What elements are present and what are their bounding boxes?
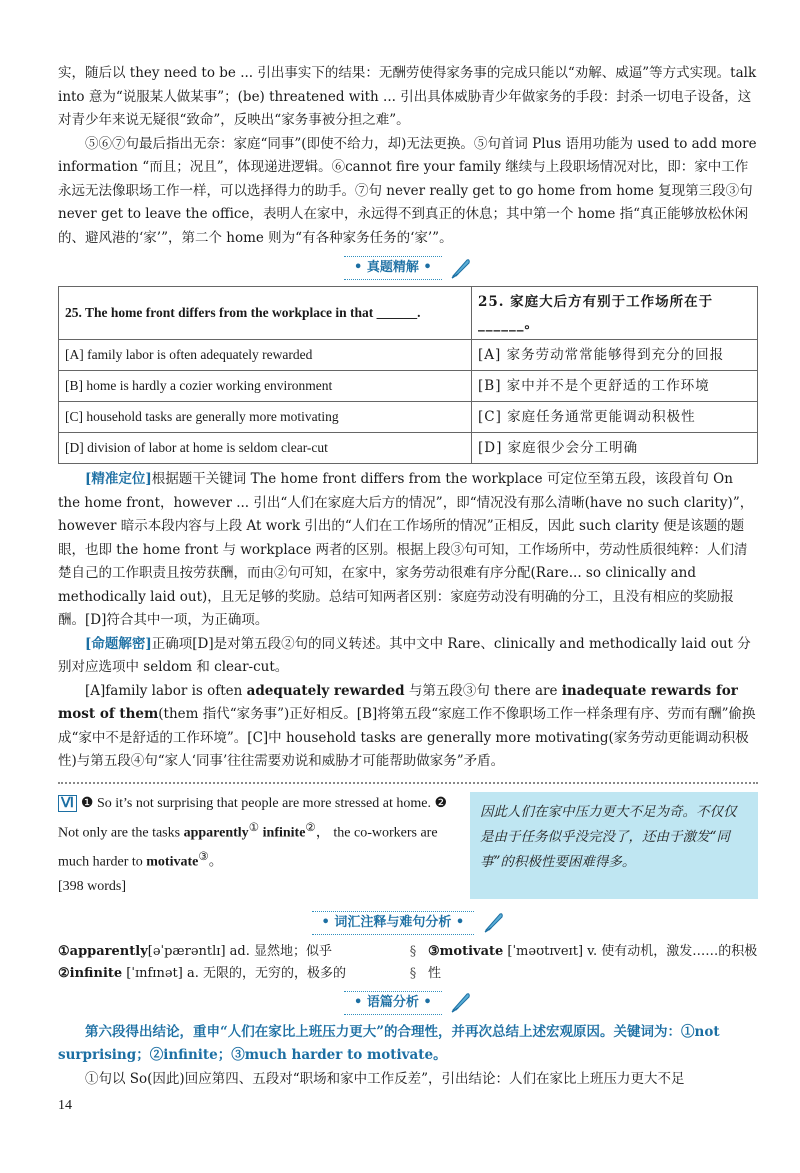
heading-discourse <box>58 991 758 1015</box>
dotted-divider <box>58 782 758 784</box>
option-c-en: [C] household tasks are generally more motivating <box>59 402 472 433</box>
section-heading: • 词汇注释与难句分析 • <box>312 911 475 935</box>
heading-text: 真题精解 <box>366 260 419 275</box>
paragraph-continued: 实，随后以 they need to be ... 引出事实下的结果：无酬劳使得家务事的完成只能以“劝解、威逼”等方式实现。talk into 意为“说服某人做某事”；(be) threatened with ... 引出具体威胁青少年做家务的手段：封杀一切电子设备，这对青少年来说无疑很“致命”，反映出“家务事被分担之难”。 <box>58 65 757 128</box>
section-heading: • 语篇分析 • <box>344 991 442 1015</box>
vocab-item <box>58 941 398 963</box>
text-span: 。 <box>208 854 223 870</box>
question-stem-zh: 25. 家庭大后方有别于工作场所在于______。 <box>472 287 758 340</box>
vocab-word: ①apparently <box>58 943 148 959</box>
option-a-en: [A] family labor is often adequately rewarded <box>59 340 472 371</box>
quill-pen-icon <box>450 991 472 1013</box>
section-heading: • 真题精解 • <box>344 256 442 280</box>
option-a-zh: [A] 家务劳动常常能够得到充分的回报 <box>472 340 758 371</box>
question-table <box>58 286 758 464</box>
analysis-locate <box>58 468 758 633</box>
option-c-zh: [C] 家庭任务通常更能调动积极性 <box>472 402 758 433</box>
option-b-en: [B] home is hardly a cozier working environment <box>59 371 472 402</box>
heading-text: 词汇注释与难句分析 <box>334 914 452 930</box>
bold-span: inadequate rewards for most of them <box>58 682 738 722</box>
keyword: apparently <box>183 825 249 841</box>
analysis-decode <box>58 633 758 680</box>
page-number: 14 <box>58 1098 72 1113</box>
text-span: 与第五段③句 there are <box>404 682 562 699</box>
text-span: (them 指代“家务事”)正好相反。[B]将第五段“家庭工作不像职场工作一样条理有序、劳而有酬”偷换成“家中不是舒适的工作环境”。[C]中 household tasks are generally more motivating(家务劳动更能调动积极性)与第五段④句“家人‘同事’往往需要劝说和威胁才可能帮助做家务”矛盾。 <box>58 706 756 769</box>
heading-text: 语篇分析 <box>366 994 419 1010</box>
option-row <box>59 371 758 402</box>
option-row <box>59 340 758 371</box>
vocab-def: [ˈməʊtɪveɪt] v. 使有动机，激发……的积极性 <box>428 943 758 981</box>
analysis-decode-text: 正确项[D]是对第五段②句的同义转述。其中文中 Rare、clinically and methodically laid out 分别对应选项中 seldom 和 clear-cut。 <box>58 635 751 675</box>
text-span: ， the co-workers are much harder to <box>58 825 438 870</box>
text-span: [A]family labor is often <box>85 682 247 699</box>
discourse-line: ①句以 So(因此)回应第四、五段对“职场和家中工作反差”，引出结论：人们在家比上班压力更大不足 <box>85 1070 685 1087</box>
spiral-divider: § § <box>409 943 417 981</box>
analysis-distractors <box>58 680 758 774</box>
option-d-en: [D] division of labor at home is seldom clear-cut <box>59 433 472 464</box>
heading-real-exam <box>58 256 758 280</box>
vocab-notes <box>58 941 758 985</box>
vocab-def: [əˈpærəntlɪ] ad. 显然地；似乎 <box>147 943 332 959</box>
tag-locate: [精准定位] <box>85 471 152 487</box>
paragraph-six <box>58 792 758 899</box>
quill-pen-icon <box>483 911 505 933</box>
option-row <box>59 402 758 433</box>
vocab-col-left <box>58 941 398 985</box>
question-stem-row <box>59 287 758 340</box>
keyword: motivate <box>146 854 199 870</box>
heading-vocab <box>58 911 758 935</box>
vocab-item <box>58 963 398 985</box>
vocab-col-right <box>428 941 758 985</box>
page-content <box>58 62 758 1091</box>
paragraph-six-en: Ⅵ ❶ So it’s not surprising that people are more stressed at home. ❷ Not only are the tasks apparently① infinite②， the co-workers are much harder to motivate③。 [398 words] <box>58 795 448 894</box>
option-b-zh: [B] 家中并不是个更舒适的工作环境 <box>472 371 758 402</box>
vocab-word: ②infinite <box>58 965 123 981</box>
analysis-locate-text: 根据题干关键词 The home front differs from the workplace 可定位至第五段，该段首句 On the home front，however ... 引出“人们在家庭大后方的情况”，即“情况没有那么清晰(have no such clarity)”，however 暗示本段内容与上段 At work 引出的“人们在工作场所的情况”正相反，因此 such clarity 便是该题的题眼，也即 the home front 与 workplace 两者的区别。根据上段③句可知，工作场所中，劳动性质很纯粹：人们清楚自己的工作职责且按劳获酬，而由②句可知，在家中，家务劳动很难有序分配(Rare... so clinically and methodically laid out)，且无足够的奖励。总结可知两者区别：家庭劳动没有明确的分工，且没有相应的奖励报酬。[D]符合其中一项，为正确项。 <box>58 471 754 628</box>
paragraph-six-translation: 因此人们在家中压力更大不足为奇。不仅仅是由于任务似乎没完没了，还由于激发“同事”的积极性要困难得多。 <box>470 792 758 899</box>
discourse-summary: 第六段得出结论，重申“人们在家比上班压力更大”的合理性，并再次总结上述宏观原因。关键词为：①not surprising；②infinite；③much harder to motivate。 <box>58 1023 720 1064</box>
bold-span: adequately rewarded <box>246 682 405 699</box>
paragraph-number: Ⅵ <box>58 795 77 812</box>
option-row <box>59 433 758 464</box>
vocab-word: ③motivate <box>428 943 504 959</box>
tag-decode: [命题解密] <box>85 635 152 652</box>
paragraph-sentences-5-7: ⑤⑥⑦句最后指出无奈：家庭“同事”(即使不给力，却)无法更换。⑤句首词 Plus 语用功能为 used to add more information “而且；况且”，体现递进逻辑。⑥cannot fire your family 继续与上段职场情况对比，即：家中工作永远无法像职场工作一样，可以选择得力的助手。⑦句 never really get to go home from home 复现第三段③句 never get to leave the office，表明人在家中，永远得不到真正的休息；其中第一个 home 指“真正能够放松休闲的、避风港的‘家’”，第二个 home 则为“有各种家务任务的‘家’”。 <box>58 135 757 246</box>
option-d-zh: [D] 家庭很少会分工明确 <box>472 433 758 464</box>
vocab-item <box>428 941 758 985</box>
text-span: ❶ So it’s not surprising that people are more stressed at home. ❷ Not only are the tasks <box>58 795 448 841</box>
question-stem-en: 25. The home front differs from the workplace in that ______. <box>59 287 472 340</box>
keyword: infinite <box>262 825 306 841</box>
word-count: [398 words] <box>58 878 127 894</box>
quill-pen-icon <box>450 257 472 279</box>
vocab-def: [ˈɪnfɪnət] a. 无限的，无穷的，极多的 <box>122 965 346 981</box>
